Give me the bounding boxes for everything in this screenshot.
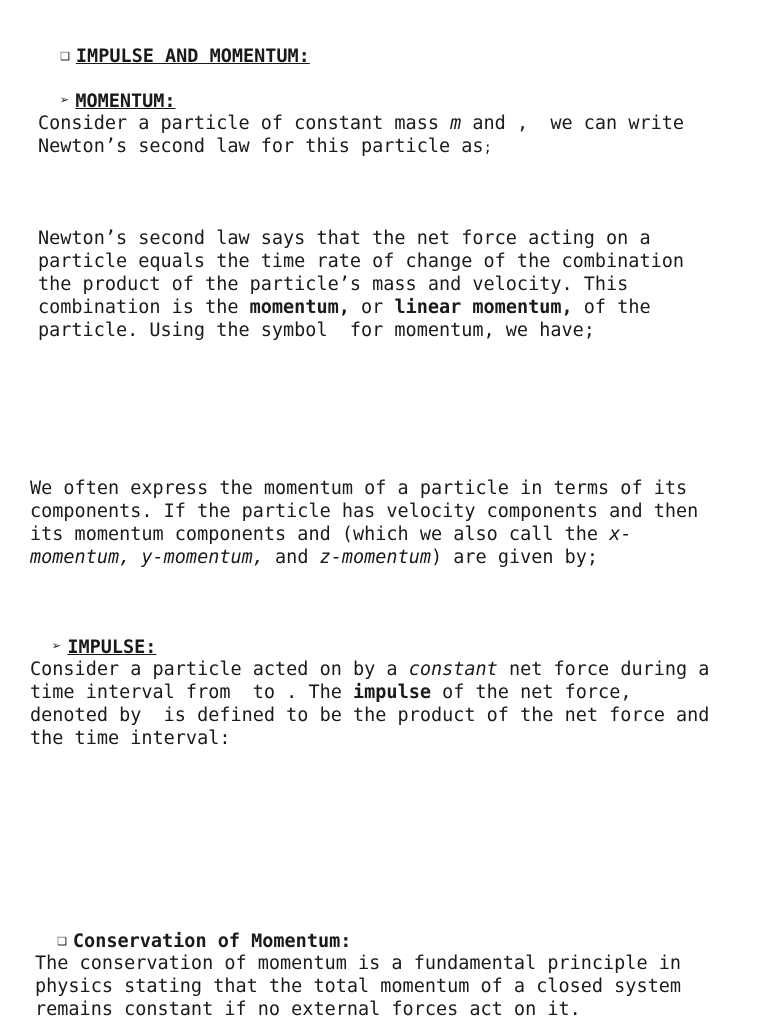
impulse-paragraph: Consider a particle acted on by a constant net force during a time interval from to . The impulse of the net force, denoted by is defined to be the product of the net force and the time interval: xyxy=(30,659,710,749)
document-title: ❑ IMPULSE AND MOMENTUM: xyxy=(60,45,310,67)
checkbox-square-icon: ❑ xyxy=(57,930,67,949)
checkbox-square-icon: ❑ xyxy=(60,45,70,64)
momentum-components-paragraph: We often express the momentum of a particle in terms of its components. If the particle has velocity components and then its momentum components and (which we also call the x- momentum, y-momentum, and z-momentum) are given by; xyxy=(30,478,699,568)
conservation-paragraph: The conservation of momentum is a fundamental principle in physics stating that the total momentum of a closed system remains constant if no external forces act on it. xyxy=(35,953,682,1020)
arrowhead-icon: ➢ xyxy=(60,91,70,109)
conservation-heading: ❑ Conservation of Momentum: xyxy=(57,930,352,952)
impulse-heading: ➢ IMPULSE: xyxy=(52,637,157,658)
momentum-intro: Consider a particle of constant mass m and , we can write Newton’s second law for this particle as; xyxy=(38,113,685,157)
arrowhead-icon: ➢ xyxy=(52,637,62,655)
momentum-paragraph: Newton’s second law says that the net force acting on a particle equals the time rate of change of the combination the product of the particle’s mass and velocity. This combination is the momentum, or linear momentum, of the particle. Using the symbol for momentum, we have; xyxy=(38,228,685,341)
momentum-heading: ➢ MOMENTUM: xyxy=(60,91,176,112)
